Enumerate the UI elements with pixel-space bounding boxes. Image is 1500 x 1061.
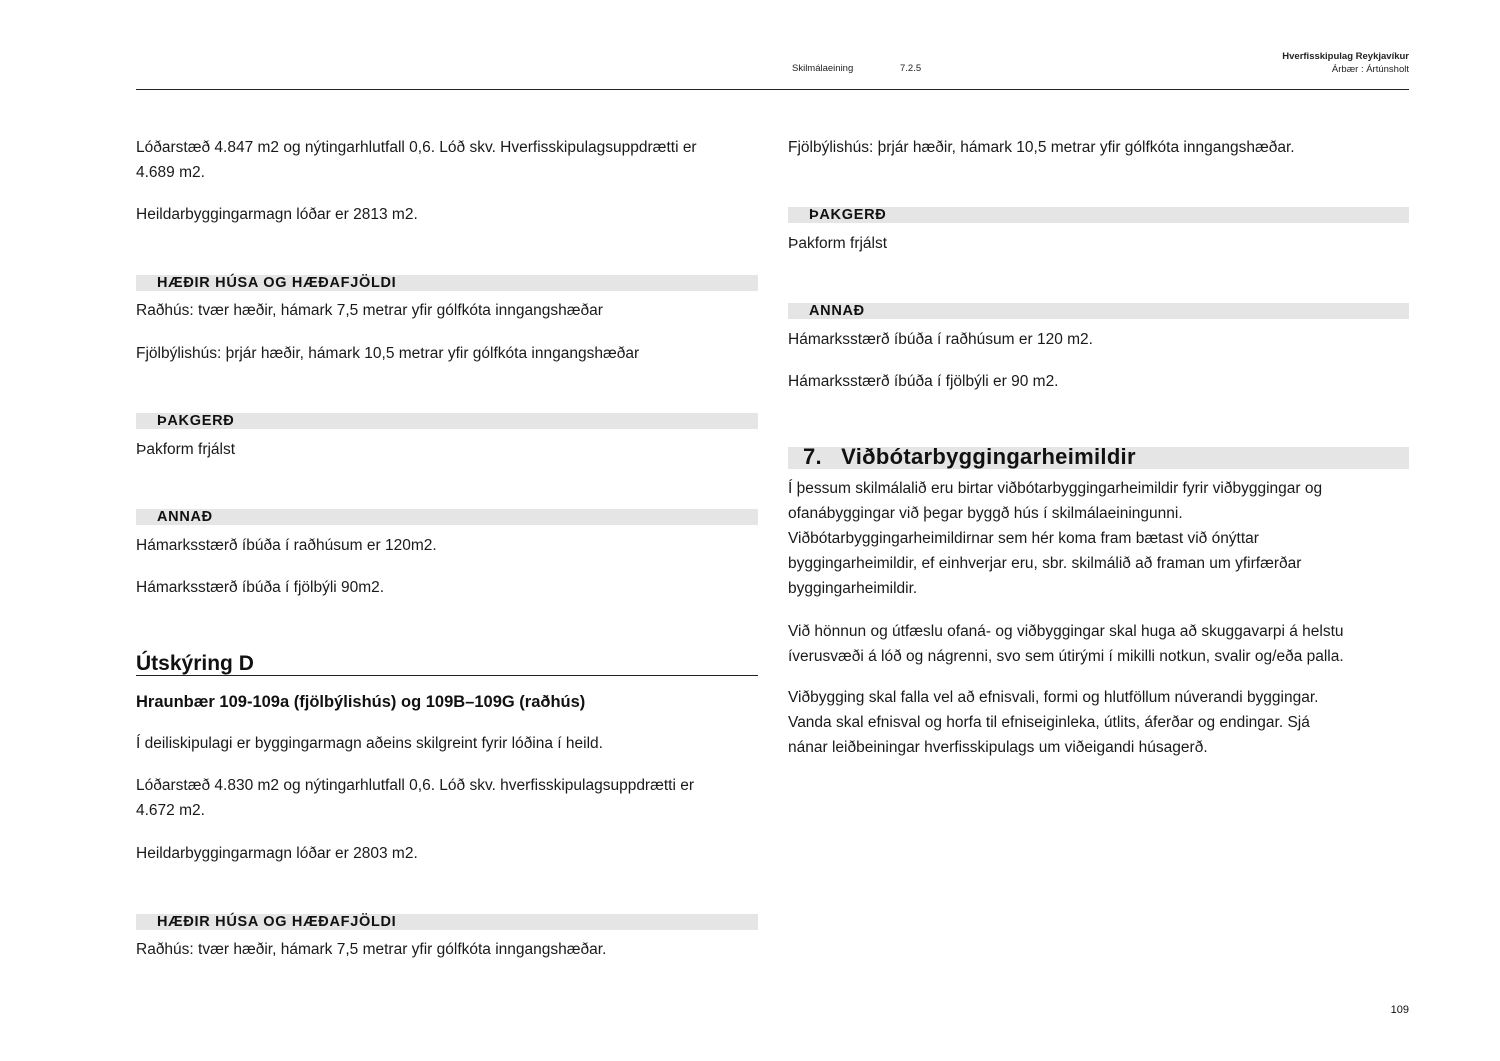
heading-bar-other <box>136 509 758 525</box>
section-heading: 7. Viðbótarbyggingarheimildir <box>803 444 1136 469</box>
lot-subtitle: Hraunbær 109-109a (fjölbýlishús) og 109B–109G (raðhús) <box>136 693 586 711</box>
header-document-title: Hverfisskipulag Reykjavíkur <box>1282 51 1409 62</box>
heading-bar-building-heights <box>136 275 758 291</box>
paragraph-max-apartment-unit-right: Hámarksstærð íbúða í fjölbýli er 90 m2. <box>788 373 1059 390</box>
header-document-subtitle: Árbær : Ártúnsholt <box>1331 64 1409 75</box>
explanation-rule <box>136 675 758 676</box>
paragraph-max-rowhouse-unit-right: Hámarksstærð íbúða í raðhúsum er 120 m2. <box>788 331 1093 348</box>
paragraph-lot-area: Lóðarstæð 4.847 m2 og nýtingarhlutfall 0,6. Lóð skv. Hverfisskipulagsuppdrætti er 4.689 m2. <box>136 139 697 181</box>
paragraph-max-rowhouse-unit: Hámarksstærð íbúða í raðhúsum er 120m2. <box>136 537 437 554</box>
heading-other: ANNAÐ <box>157 509 213 525</box>
paragraph-rowhouse-heights-d: Raðhús: tvær hæðir, hámark 7,5 metrar yfir gólfkóta inngangshæðar. <box>136 941 607 958</box>
paragraph-apartment-heights-right: Fjölbýlishús: þrjár hæðir, hámark 10,5 metrar yfir gólfkóta inngangshæðar. <box>788 139 1295 156</box>
paragraph-max-apartment-unit: Hámarksstærð íbúða í fjölbýli 90m2. <box>136 579 385 596</box>
heading-bar-roof-type-right <box>788 207 1409 223</box>
heading-roof-type-right: ÞAKGERÐ <box>809 207 887 223</box>
paragraph-rowhouse-heights: Raðhús: tvær hæðir, hámark 7,5 metrar yfir gólfkóta inngangshæðar <box>136 302 603 319</box>
paragraph-total-building-area: Heildarbyggingarmagn lóðar er 2813 m2. <box>136 206 418 223</box>
heading-bar-other-right <box>788 303 1409 319</box>
paragraph-apartment-heights: Fjölbýlishús: þrjár hæðir, hámark 10,5 metrar yfir gólfkóta inngangshæðar <box>136 345 640 362</box>
header-section-label: Skilmálaeining <box>792 63 854 74</box>
paragraph-materials: Viðbygging skal falla vel að efnisvali, formi og hlutföllum núverandi byggingar. Vanda skal efnisval og horfa til efniseiginleka, útlits, áferðar og endingar. Sjá nánar leiðbeiningar hverfisskipulags um viðeigandi húsagerð. <box>788 689 1319 756</box>
explanation-title: Útskýring D <box>136 652 254 675</box>
paragraph-additional-permits: Í þessum skilmálalið eru birtar viðbótarbyggingarheimildir fyrir viðbyggingar og ofanábyggingar við þegar byggð hús í skilmálaeiningunni. Viðbótarbyggingarheimildirnar sem hér koma fram bætast við ónýttar byggingarheimildir, ef einhverjar eru, sbr. skilmálið að framan um yfirfærðar byggingarheimildir. <box>788 480 1323 597</box>
section-heading-bar <box>788 444 1409 469</box>
header-rule <box>136 89 1409 90</box>
heading-building-heights-d: HÆÐIR HÚSA OG HÆÐAFJÖLDI <box>157 914 397 930</box>
paragraph-roof-form: Þakform frjálst <box>136 441 236 458</box>
paragraph-roof-form-right: Þakform frjálst <box>788 235 888 252</box>
heading-other-right: ANNAÐ <box>809 303 865 319</box>
heading-roof-type: ÞAKGERÐ <box>157 413 235 429</box>
heading-bar-roof-type <box>136 413 758 429</box>
heading-bar-building-heights-d <box>136 914 758 930</box>
header-section-number: 7.2.5 <box>900 63 922 74</box>
header-document-info <box>1282 50 1409 76</box>
paragraph-total-building-area-d: Heildarbyggingarmagn lóðar er 2803 m2. <box>136 845 418 862</box>
paragraph-shadow-considerations: Við hönnun og útfæslu ofaná- og viðbyggingar skal huga að skuggavarpi á helstu íverusvæði á lóð og nágrenni, svo sem útirými í mikilli notkun, svalir og/eða palla. <box>788 623 1344 665</box>
heading-building-heights: HÆÐIR HÚSA OG HÆÐAFJÖLDI <box>157 275 397 291</box>
paragraph-detail-plan-note: Í deiliskipulagi er byggingarmagn aðeins skilgreint fyrir lóðina í heild. <box>136 735 603 752</box>
page-number: 109 <box>1390 1004 1409 1016</box>
paragraph-lot-area-d: Lóðarstæð 4.830 m2 og nýtingarhlutfall 0,6. Lóð skv. hverfisskipulagsuppdrætti er 4.672 m2. <box>136 777 695 819</box>
